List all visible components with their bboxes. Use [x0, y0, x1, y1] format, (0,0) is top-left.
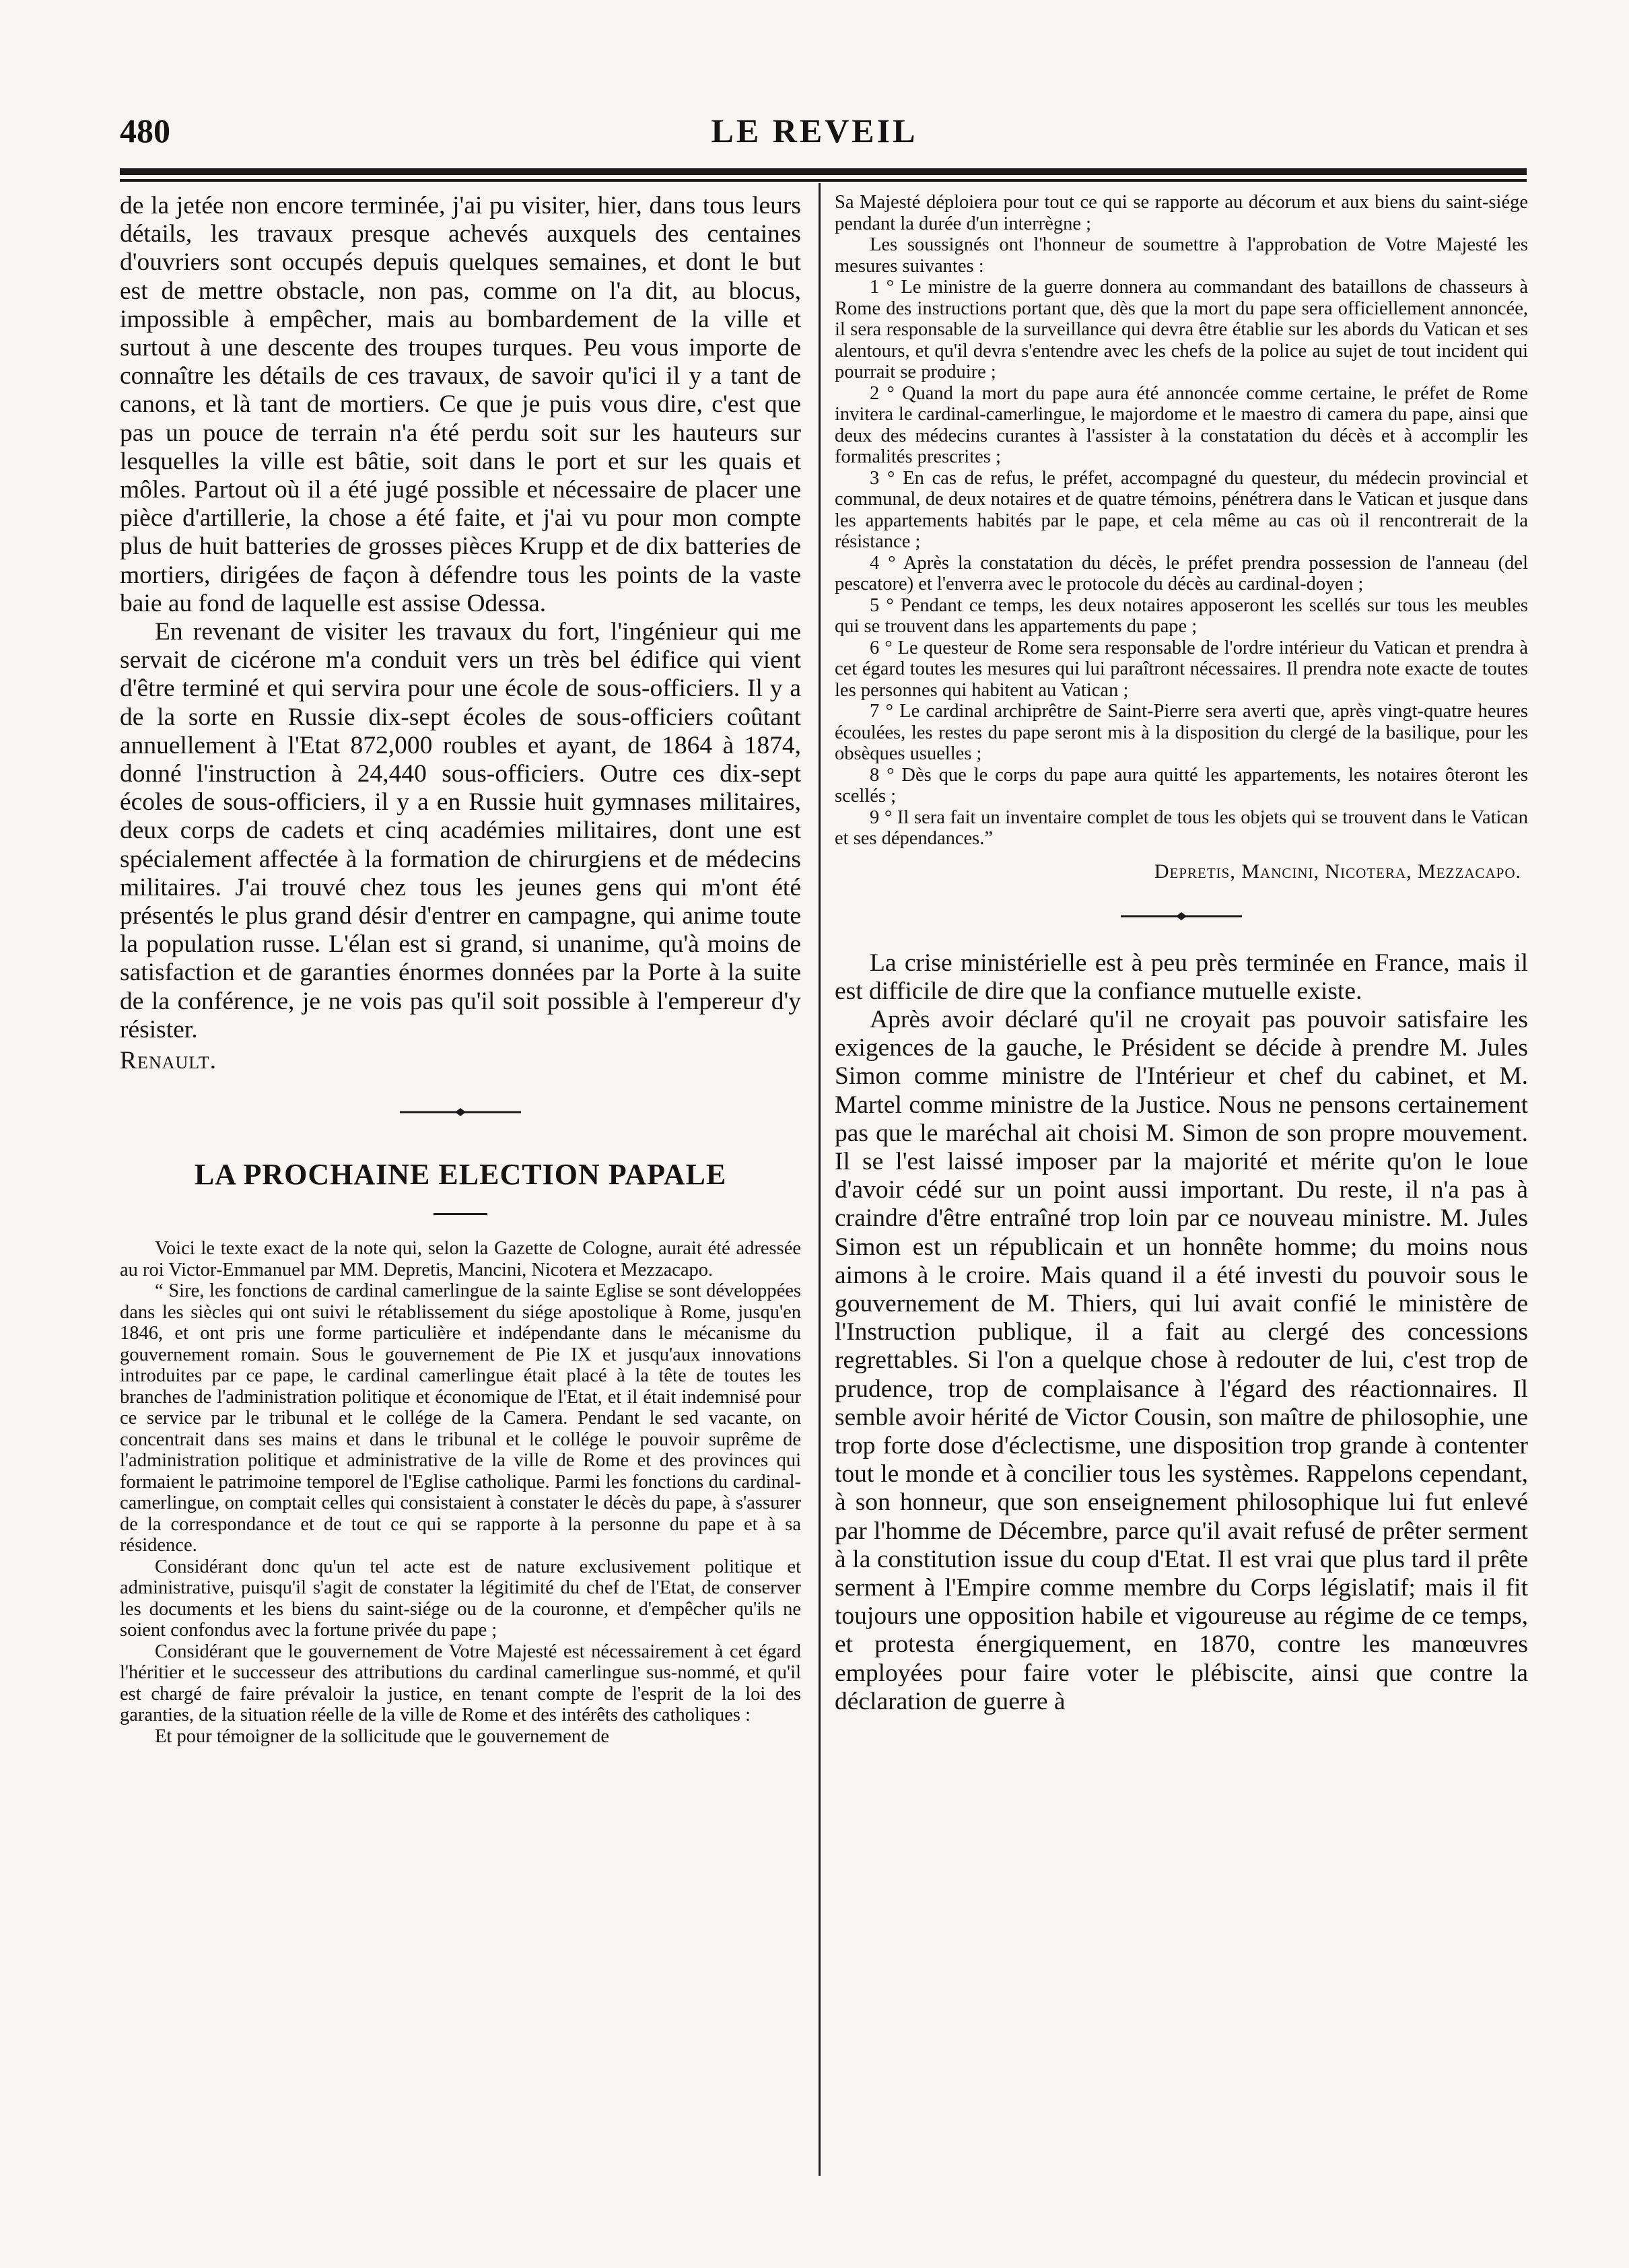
- measure-item: 7 ° Le cardinal archiprêtre de Saint-Pierre sera averti que, après vingt-quatre heures écoulées, les restes du pape seront mis à la disposition du clergé de la basilique, pour les obsèques usuelles ;: [835, 701, 1528, 764]
- note-paragraph: “ Sire, les fonctions de cardinal camerlingue de la sainte Eglise se sont développées dans les siècles qui ont suivi le rétablissement du siége apostolique à Rome, jusqu'en 1846, et ont pris une forme particulière et indépendante dans le mécanisme du gouvernement romain. Sous le gouvernement de Pie IX et jusqu'aux innovations introduites par ce pape, le cardinal camerlingue était placé à la tête de toutes les branches de l'administration politique et économique de l'Etat, et il était indemnisé pour ce service par le tribunal et le collége de la Camera. Pendant le sed vacante, on concentrait dans ses mains et dans le tribunal et le collége le pouvoir suprême de l'administration politique et administrative de la ville de Rome et des provinces qui formaient le patrimoine temporel de l'Eglise catholique. Parmi les fonctions du cardinal-camerlingue, on comptait celles qui consistaient à constater le décès du pape, à s'assurer de la correspondance et de tout ce qui se rapporte à la personne du pape et à sa résidence.: [120, 1280, 801, 1556]
- body-paragraph: de la jetée non encore terminée, j'ai pu visiter, hier, dans tous leurs détails, les travaux presque achevés auxquels des centaines d'ouvriers sont occupés depuis quelques semaines, et dont le but est de mettre obstacle, non pas, comme on l'a dit, au blocus, impossible à empêcher, mais au bombardement de la ville et surtout à une descente des troupes turques. Peu vous importe de connaître les détails de ces travaux, de savoir qu'ici il y a tant de canons, et là tant de mortiers. Ce que je puis vous dire, c'est que pas un pouce de terrain n'a été perdu soit sur les hauteurs sur lesquelles la ville est bâtie, soit dans le port et sur les quais et môles. Partout où il a été jugé possible et nécessaire de placer une pièce d'artillerie, la chose a été faite, et j'ai vu pour mon compte plus de huit batteries de grosses pièces Krupp et de dix batteries de mortiers, dirigées de façon à défendre tous les points de la vaste baie au fond de laquelle est assise Odessa.: [120, 192, 801, 617]
- measure-item: 4 ° Après la constatation du décès, le préfet prendra possession de l'anneau (del pescatore) et l'enverra avec le protocole du décès au cardinal-doyen ;: [835, 552, 1528, 594]
- note-paragraph: Considérant donc qu'un tel acte est de nature exclusivement politique et administrative, puisqu'il s'agit de constater la légitimité du chef de l'Etat, de conserver les documents et les biens du saint-siége ou de la couronne, et d'empêcher qu'ils ne soient confondus avec la fortune privée du pape ;: [120, 1556, 801, 1641]
- running-title: LE REVEIL: [711, 112, 918, 149]
- section-heading: LA PROCHAINE ELECTION PAPALE: [194, 1158, 727, 1192]
- column-divider: [819, 183, 821, 2176]
- ornament-rule: [1121, 909, 1242, 924]
- note-paragraph: Sa Majesté déploiera pour tout ce qui se rapporte au décorum et aux biens du saint-siége pendant la durée d'un interrègne ;: [835, 192, 1528, 234]
- note-paragraph: Les soussignés ont l'honneur de soumettre à l'approbation de Votre Majesté les mesures suivantes :: [835, 234, 1528, 277]
- heading-rule: [434, 1213, 487, 1215]
- article-signature: Renault.: [120, 1047, 217, 1075]
- measure-item: 1 ° Le ministre de la guerre donnera au commandant des bataillons de chasseurs à Rome des instructions portant que, dès que la mort du pape sera officiellement annoncée, il sera responsable de la surveillance qui devra être établie sur les abords du Vatican et ses alentours, et qu'il devra s'entendre avec les chefs de la police au sujet de tout incident qui pourrait se produire ;: [835, 277, 1528, 382]
- body-paragraph: En revenant de visiter les travaux du fort, l'ingénieur qui me servait de cicérone m'a conduit vers un très bel édifice qui vient d'être terminé et qui servira pour une école de sous-officiers. Il y a de la sorte en Russie dix-sept écoles de sous-officiers coûtant annuellement à l'Etat 872,000 roubles et ayant, de 1864 à 1874, donné l'instruction à 24,440 sous-officiers. Outre ces dix-sept écoles de sous-officiers, il y a en Russie huit gymnases militaires, deux corps de cadets et cinq académies militaires, dont une est spécialement affectée à la formation de chirurgiens et de médecins militaires. J'ai trouvé chez tous les jeunes gens qui m'ont été présentés le plus grand désir d'entrer en campagne, qui anime toute la population russe. L'élan est si grand, si unanime, qu'à moins de satisfaction et de garanties énormes données par la Porte à la suite de la conférence, je ne vois pas qu'il soit possible à l'empereur d'y résister.: [120, 618, 801, 1043]
- body-paragraph: La crise ministérielle est à peu près terminée en France, mais il est difficile de dire que la confiance mutuelle existe.: [835, 949, 1528, 1005]
- measure-item: 8 ° Dès que le corps du pape aura quitté les appartements, les notaires ôteront les scellés ;: [835, 764, 1528, 806]
- header-rule-thick: [120, 168, 1527, 175]
- body-paragraph: Après avoir déclaré qu'il ne croyait pas pouvoir satisfaire les exigences de la gauche, le Président se décide à prendre M. Jules Simon comme ministre de l'Intérieur et chef du cabinet, et M. Martel comme ministre de la Justice. Nous ne pensons certainement pas que le maréchal ait choisi M. Simon de son propre mouvement. Il se l'est laissé imposer par la majorité et mérite qu'on le loue d'avoir cédé sur un point aussi important. Du reste, il n'a pas à craindre d'être entraîné trop loin par ce nouveau ministre. M. Jules Simon est un républicain et un honnête homme; du moins nous aimons à le croire. Mais quand il a été investi du pouvoir sous le gouvernement de M. Thiers, qui lui avait confié le ministère de l'Instruction publique, il a fait au clergé des concessions regrettables. Si l'on a quelque chose à redouter de lui, c'est trop de prudence, trop de complaisance à l'égard des réactionnaires. Il semble avoir hérité de Victor Cousin, son maître de philosophie, une trop forte dose d'éclectisme, une disposition trop grande à contenter tout le monde et à concilier tous les systèmes. Rappelons cependant, à son honneur, que son enseignement philosophique lui fut enlevé par l'homme de Décembre, parce qu'il avait refusé de prêter serment à la constitution issue du coup d'Etat. Il est vrai que plus tard il prête serment à l'Empire comme membre du Corps législatif; mais il fit toujours une opposition habile et vigoureuse au régime de ce temps, et protesta énergiquement, en 1870, contre les manœuvres employées pour faire voter le plébiscite, ainsi que contre la déclaration de guerre à: [835, 1005, 1528, 1715]
- left-column: [120, 192, 801, 1747]
- measure-item: 6 ° Le questeur de Rome sera responsable de l'ordre intérieur du Vatican et prendra à cet égard toutes les mesures qui lui paraîtront nécessaires. Il prendra note exacte de toutes les personnes qui habitent au Vatican ;: [835, 637, 1528, 701]
- signatories: Depretis, Mancini, Nicotera, Mezzacapo.: [1154, 860, 1521, 883]
- ornament-rule: [400, 1105, 521, 1120]
- intro-paragraph: Voici le texte exact de la note qui, selon la Gazette de Cologne, aurait été adressée au roi Victor-Emmanuel par MM. Depretis, Mancini, Nicotera et Mezzacapo.: [120, 1238, 801, 1280]
- page-number: 480: [120, 112, 170, 149]
- measure-item: 9 ° Il sera fait un inventaire complet de tous les objets qui se trouvent dans le Vatican et ses dépendances.”: [835, 806, 1528, 849]
- note-paragraph: Considérant que le gouvernement de Votre Majesté est nécessairement à cet égard l'héritier et le successeur des attributions du cardinal camerlingue sus-nommé, et qu'il est chargé de faire prévaloir la justice, en tenant compte de l'esprit de la loi des garanties, de la situation réelle de la ville de Rome et des intérêts des catholiques :: [120, 1641, 801, 1726]
- measure-item: 2 ° Quand la mort du pape aura été annoncée comme certaine, le préfet de Rome invitera le cardinal-camerlingue, le majordome et le maestro di camera du pape, ainsi que deux des médecins curantes à l'assister à la constatation du décès et à accomplir les formalités prescrites ;: [835, 382, 1528, 467]
- measure-item: 5 ° Pendant ce temps, les deux notaires apposeront les scellés sur tous les meubles qui se trouvent dans les appartements du pape ;: [835, 594, 1528, 637]
- measure-item: 3 ° En cas de refus, le préfet, accompagné du questeur, du médecin provincial et communal, de deux notaires et de quatre témoins, pénétrera dans le Vatican et jusque dans les appartements habités par le pape, et cela même au cas où il rencontrerait de la résistance ;: [835, 467, 1528, 552]
- page-header: [0, 0, 1629, 168]
- note-paragraph: Et pour témoigner de la sollicitude que le gouvernement de: [155, 1725, 610, 1747]
- header-rule-thin: [120, 179, 1527, 182]
- right-column: [835, 192, 1528, 1716]
